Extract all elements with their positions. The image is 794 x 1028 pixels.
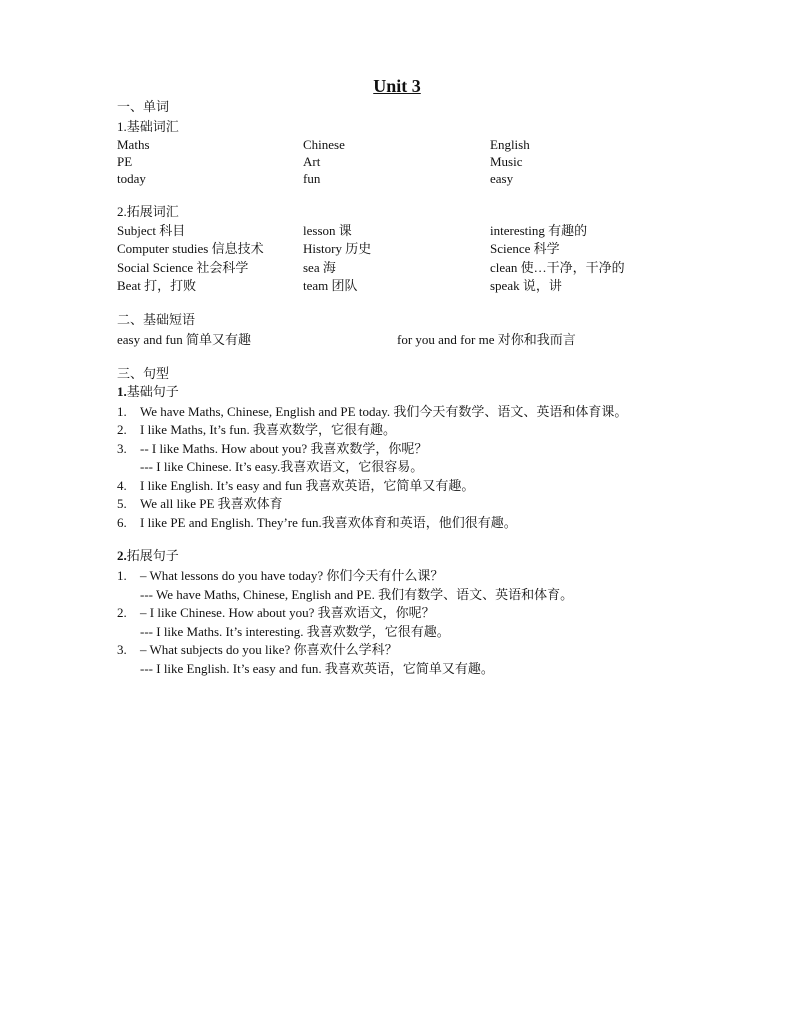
phrase-item: for you and for me 对你和我而言: [397, 332, 576, 347]
section-heading-words: 一、单词: [117, 99, 170, 114]
list-number: 5.: [117, 496, 127, 511]
subheading-text: 基础句子: [126, 384, 179, 399]
list-number: 2.: [117, 422, 127, 437]
list-number: 1.: [117, 568, 127, 583]
section-heading-phrases: 二、基础短语: [117, 312, 196, 327]
list-number: 4.: [117, 478, 127, 493]
sentence-item: -- I like Maths. How about you? 我喜欢数学，你呢？: [140, 441, 428, 456]
sentence-item: I like Maths, It’s fun. 我喜欢数学，它很有趣。: [140, 422, 397, 437]
vocab-cell: Social Science 社会科学: [117, 260, 249, 275]
list-number: 3.: [117, 441, 127, 456]
subheading-extended-sentences: [117, 547, 179, 565]
sentence-item: We all like PE 我喜欢体育: [140, 496, 283, 511]
list-number: 6.: [117, 515, 127, 530]
vocab-cell: clean 使…干净，干净的: [490, 260, 625, 275]
sentence-item: I like PE and English. They’re fun.我喜欢体育和英语，他们很有趣。: [140, 515, 517, 530]
sentence-item: We have Maths, Chinese, English and PE today. 我们今天有数学、语文、英语和体育课。: [140, 404, 628, 419]
vocab-cell: Computer studies 信息技术: [117, 241, 264, 256]
vocab-cell: interesting 有趣的: [490, 223, 588, 238]
vocab-cell: Beat 打，打败: [117, 278, 197, 293]
sentence-item: I like English. It’s easy and fun 我喜欢英语，它简单又有趣。: [140, 478, 475, 493]
sentence-item: – What subjects do you like? 你喜欢什么学科？: [140, 642, 398, 657]
sentence-item: --- I like Chinese. It’s easy.我喜欢语文，它很容易。: [140, 459, 424, 474]
vocab-cell: Subject 科目: [117, 223, 186, 238]
vocab-cell: English: [490, 137, 530, 152]
vocab-cell: lesson 课: [303, 223, 352, 238]
phrase-item: easy and fun 简单又有趣: [117, 332, 251, 347]
vocab-cell: sea 海: [303, 260, 336, 275]
vocab-cell: Music: [490, 154, 523, 169]
subheading-extended-vocab: 2.拓展词汇: [117, 204, 179, 219]
subheading-number: 2.: [117, 548, 127, 563]
vocab-cell: today: [117, 171, 146, 186]
sentence-item: – I like Chinese. How about you? 我喜欢语文，你呢？: [140, 605, 435, 620]
vocab-cell: Art: [303, 154, 321, 169]
vocab-cell: Chinese: [303, 137, 345, 152]
subheading-text: 拓展句子: [126, 548, 179, 563]
vocab-cell: History 历史: [303, 241, 372, 256]
list-number: 2.: [117, 605, 127, 620]
subheading-basic-sentences: [117, 383, 179, 401]
list-number: 3.: [117, 642, 127, 657]
vocab-cell: Science 科学: [490, 241, 560, 256]
section-heading-sentences: 三、句型: [117, 366, 170, 381]
vocab-cell: easy: [490, 171, 514, 186]
sentence-item: --- I like Maths. It’s interesting. 我喜欢数学，它很有趣。: [140, 624, 450, 639]
vocab-cell: speak 说，讲: [490, 278, 562, 293]
vocab-cell: team 团队: [303, 278, 358, 293]
subheading-number: 1.: [117, 384, 127, 399]
vocab-cell: fun: [303, 171, 321, 186]
list-number: 1.: [117, 404, 127, 419]
subheading-basic-vocab: 1.基础词汇: [117, 119, 179, 134]
vocab-cell: PE: [117, 154, 133, 169]
page-title: Unit 3: [373, 76, 421, 96]
vocab-cell: Maths: [117, 137, 150, 152]
sentence-item: --- I like English. It’s easy and fun. 我喜欢英语，它简单又有趣。: [140, 661, 494, 676]
sentence-item: --- We have Maths, Chinese, English and PE. 我们有数学、语文、英语和体育。: [140, 587, 574, 602]
sentence-item: – What lessons do you have today? 你们今天有什么课？: [140, 568, 444, 583]
